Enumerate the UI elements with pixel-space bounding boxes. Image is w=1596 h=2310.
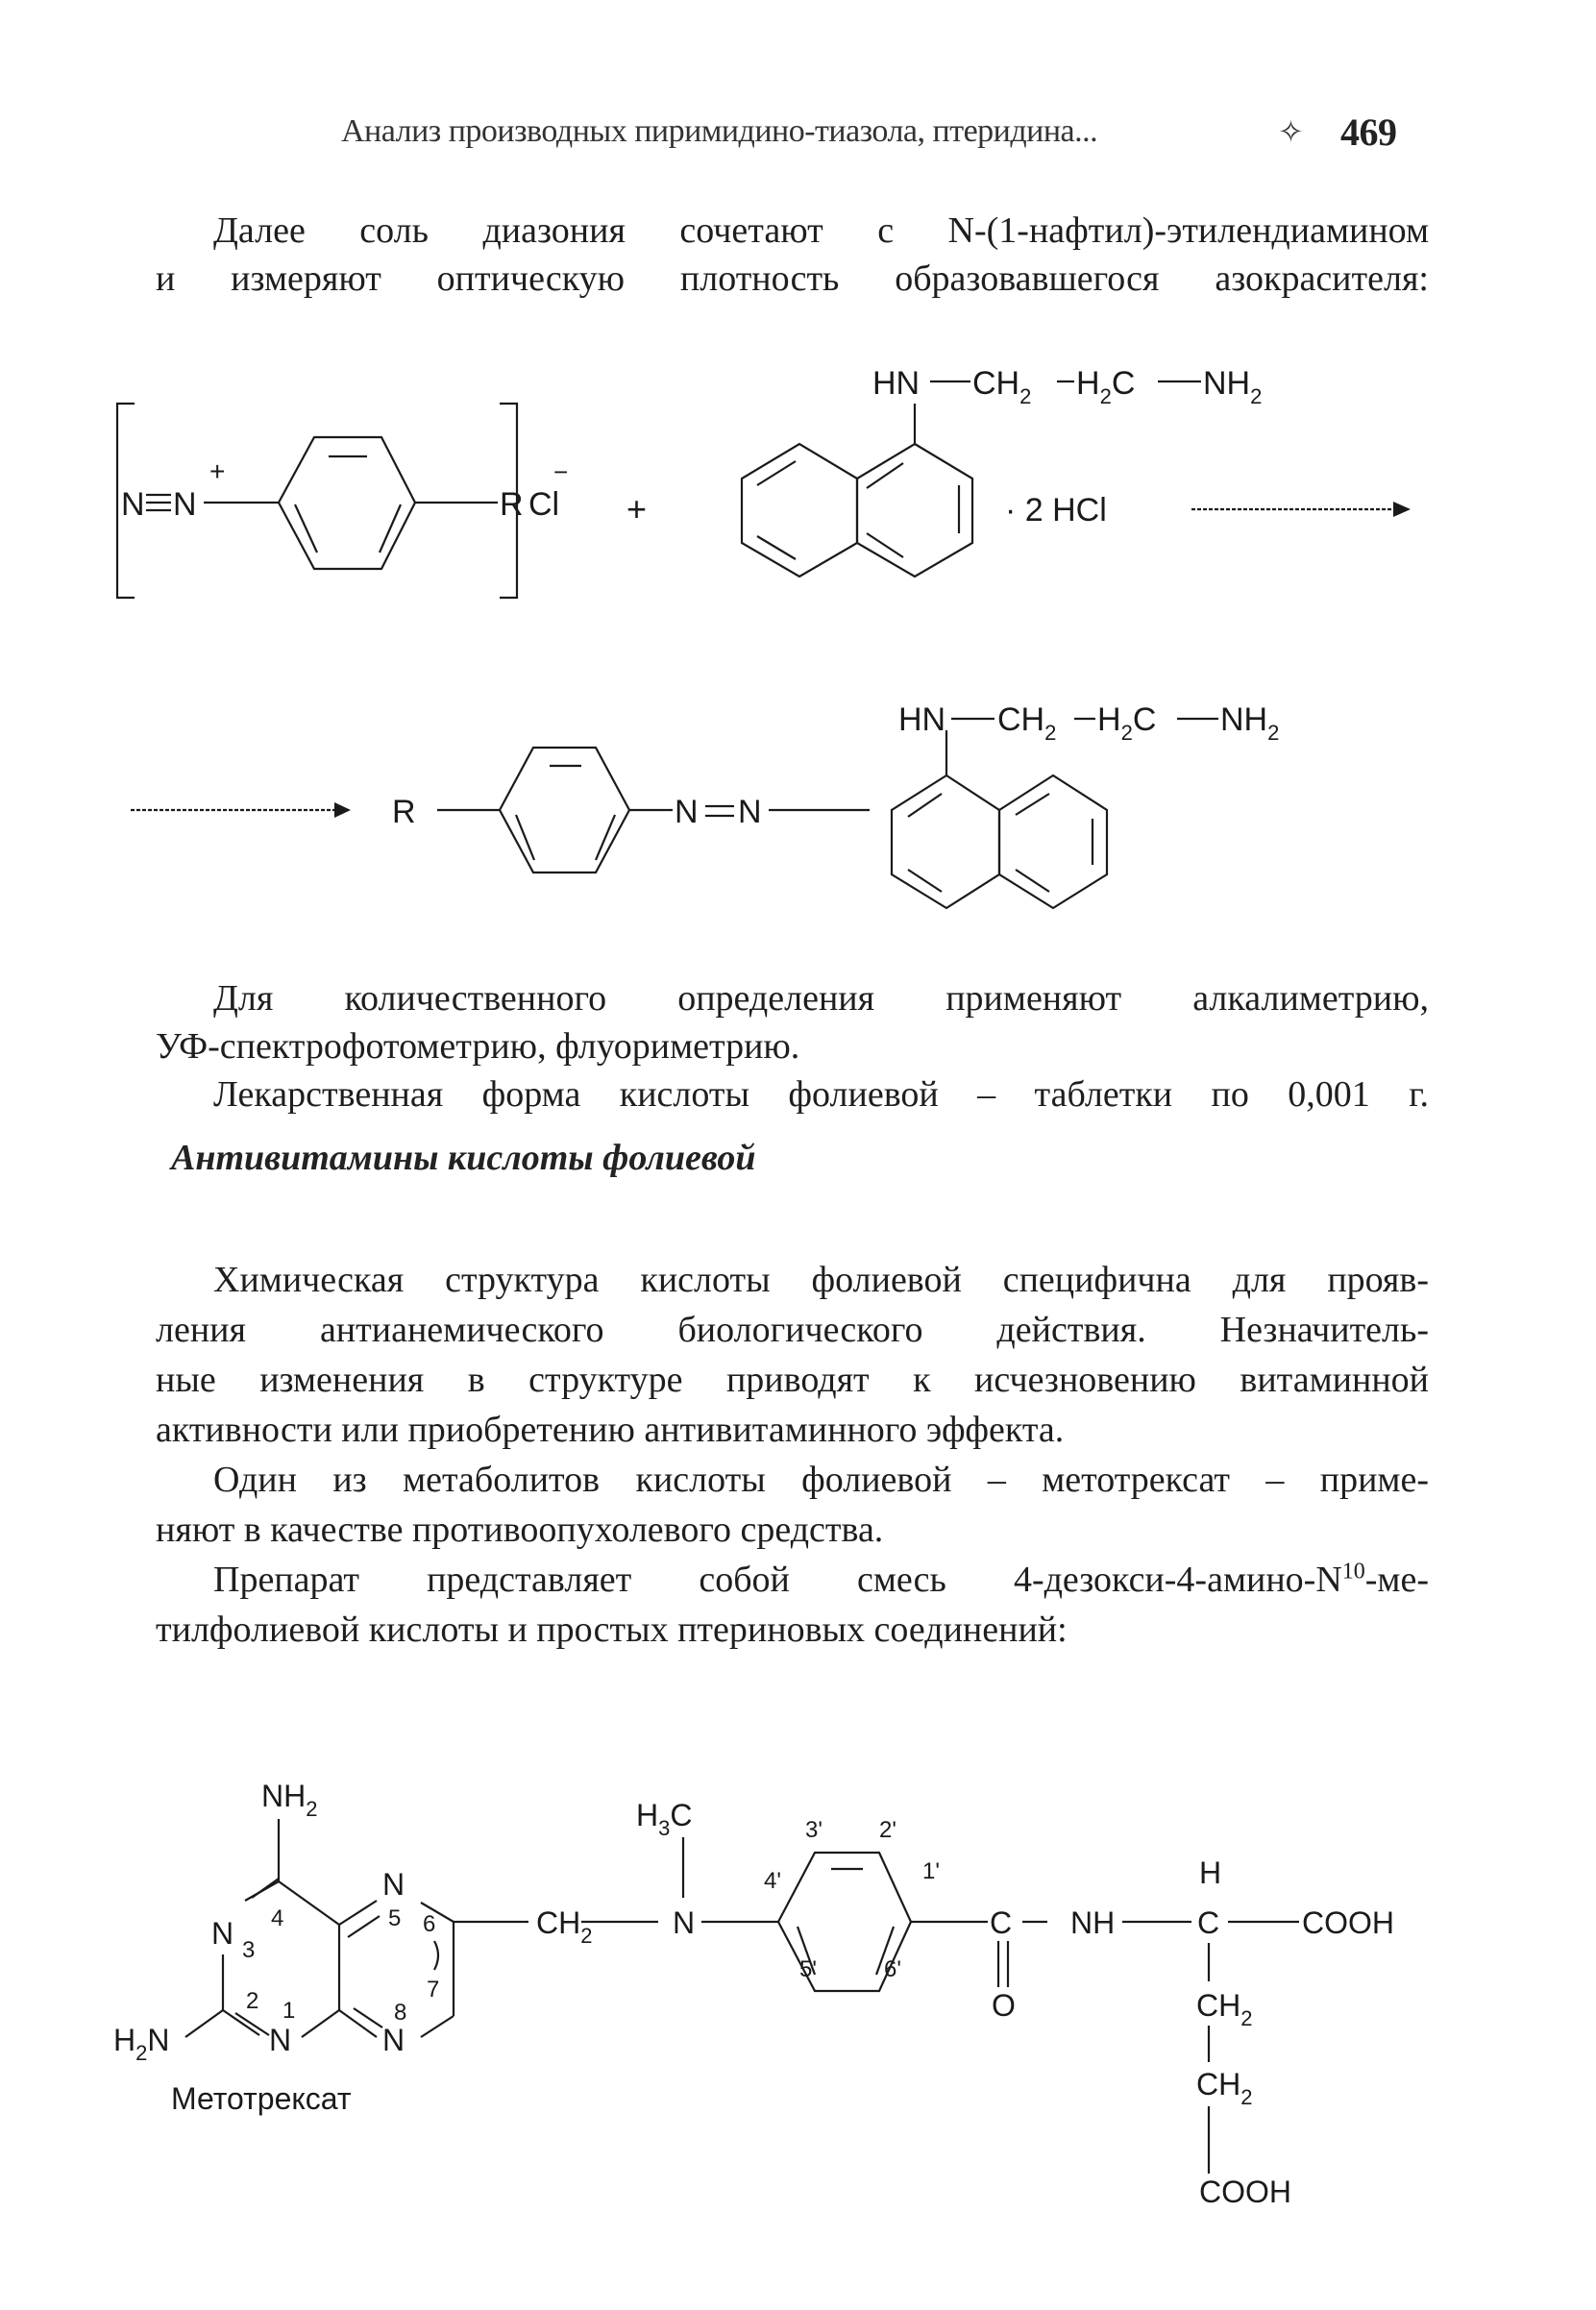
paragraph-6-line-1 bbox=[213, 1559, 1429, 1601]
mtx-ch2-a: $CH_2$ bbox=[1196, 1988, 1253, 2030]
amine-h2c: $H_2C$ bbox=[1076, 365, 1136, 408]
mtx-pos-5p: 5' bbox=[799, 1956, 817, 1982]
mtx-carbonyl-c: C bbox=[990, 1905, 1013, 1940]
amine-ch2: $CH_2$ bbox=[972, 365, 1032, 408]
mtx-ring-n5: N bbox=[382, 1867, 405, 1902]
mtx-cooh-gamma: COOH bbox=[1199, 2175, 1291, 2209]
mtx-carbonyl-o: O bbox=[992, 1988, 1016, 2023]
diazonium-n2: N bbox=[173, 486, 197, 523]
mtx-pos-5: 5 bbox=[388, 1905, 402, 1931]
mtx-pos-6: 6 bbox=[423, 1911, 436, 1937]
mtx-pos-3: 3 bbox=[242, 1937, 256, 1963]
paragraph-4-line-4: активности или приобретению антивитаминного эффекта. bbox=[156, 1410, 1065, 1450]
mtx-pos-2p: 2' bbox=[879, 1817, 896, 1843]
diamond-ornament-icon: ✧ bbox=[1278, 114, 1304, 149]
mtx-ring-n3: N bbox=[211, 1916, 234, 1951]
mtx-pos-1p: 1' bbox=[922, 1858, 940, 1884]
methotrexate-structure bbox=[185, 1819, 1299, 2174]
azo-n1: N bbox=[675, 794, 699, 830]
mtx-pos-4p: 4' bbox=[764, 1868, 781, 1894]
mtx-alpha-c: C bbox=[1197, 1905, 1220, 1940]
mtx-ring-n8: N bbox=[382, 2023, 405, 2057]
chloride-minus-charge: − bbox=[553, 457, 569, 486]
mtx-ring-n1: N bbox=[269, 2023, 292, 2057]
mtx-ch2-b: $CH_2$ bbox=[1196, 2067, 1253, 2109]
page-number: 469 bbox=[1340, 111, 1397, 154]
mtx-h3c: $H_3C$ bbox=[636, 1798, 693, 1840]
mtx-pos-7: 7 bbox=[427, 1977, 440, 2003]
paragraph-6-line-1-text: Препарат представляет собой смесь 4-дезокси-4-амино-N bbox=[213, 1560, 1342, 1600]
mtx-pos-6p: 6' bbox=[884, 1956, 901, 1982]
mtx-pos-3p: 3' bbox=[805, 1817, 823, 1843]
azo-amine-nh2: $NH_2$ bbox=[1220, 701, 1280, 745]
naphthylamine-structure bbox=[742, 381, 1201, 577]
diazonium-r-group: R bbox=[500, 486, 524, 523]
mtx-ch2-bridge: $CH_2$ bbox=[536, 1905, 593, 1948]
mtx-h2n-left: $H_2N$ bbox=[113, 2023, 170, 2065]
superscript-10: 10 bbox=[1341, 1559, 1365, 1585]
azo-amine-ch2: $CH_2$ bbox=[997, 701, 1057, 745]
paragraph-2-line-1: Для количественного определения применяют алкалиметрию, bbox=[213, 978, 1429, 1019]
mtx-nh2-top: $NH_2$ bbox=[261, 1779, 318, 1821]
hydrochloride-salt: · 2 HCl bbox=[1005, 492, 1107, 528]
mtx-pos-2: 2 bbox=[246, 1988, 259, 2014]
amine-hn: HN bbox=[872, 365, 921, 402]
amine-nh2: $NH_2$ bbox=[1203, 365, 1263, 408]
paragraph-3-line-1: Лекарственная форма кислоты фолиевой – таблетки по 0,001 г. bbox=[213, 1074, 1429, 1115]
paragraph-4-line-2: ления антианемического биологического действия. Незначитель- bbox=[156, 1310, 1429, 1350]
azo-amine-hn: HN bbox=[898, 701, 946, 738]
plus-sign: + bbox=[626, 489, 648, 528]
reaction-arrow-1 bbox=[1191, 502, 1411, 517]
paragraph-6-line-2: тилфолиевой кислоты и простых птериновых соединений: bbox=[156, 1610, 1068, 1650]
mtx-n-methyl: N bbox=[673, 1905, 696, 1940]
diazonium-plus-charge: + bbox=[209, 456, 226, 486]
methotrexate-caption: Метотрексат bbox=[171, 2081, 352, 2116]
running-head-title: Анализ производных пиримидино-тиазола, птеридина... bbox=[341, 113, 1098, 149]
paragraph-2-line-2: УФ-спектрофотометрию, флуориметрию. bbox=[156, 1026, 800, 1067]
azo-r-group: R bbox=[392, 794, 416, 830]
mtx-alpha-h: H bbox=[1199, 1855, 1222, 1890]
paragraph-1-line-2: и измеряют оптическую плотность образовавшегося азокрасителя: bbox=[156, 258, 1429, 299]
paragraph-1-line-1: Далее соль диазония сочетают с N-(1-нафтил)-этилендиамином bbox=[213, 210, 1429, 251]
paragraph-4-line-1: Химическая структура кислоты фолиевой специфична для прояв- bbox=[213, 1260, 1429, 1300]
paragraph-5-line-2: няют в качестве противоопухолевого средства. bbox=[156, 1510, 884, 1550]
paragraph-4-line-3: ные изменения в структуре приводят к исчезновению витаминной bbox=[156, 1360, 1429, 1400]
paragraph-5-line-1: Один из метаболитов кислоты фолиевой – метотрексат – приме- bbox=[213, 1460, 1429, 1500]
chloride-counterion: Cl bbox=[528, 486, 560, 523]
mtx-pos-4: 4 bbox=[271, 1905, 284, 1931]
mtx-pos-8: 8 bbox=[394, 2000, 407, 2026]
azo-n2: N bbox=[738, 794, 762, 830]
azo-amine-h2c: $H_2C$ bbox=[1097, 701, 1157, 745]
mtx-amide-nh: NH bbox=[1070, 1905, 1116, 1940]
mtx-pos-1: 1 bbox=[282, 1998, 296, 2024]
section-heading: Антивитамины кислоты фолиевой bbox=[171, 1138, 756, 1178]
diazonium-n1: N bbox=[121, 486, 145, 523]
paragraph-6-line-1-end: -ме- bbox=[1364, 1560, 1429, 1600]
mtx-cooh-alpha: COOH bbox=[1302, 1905, 1394, 1940]
